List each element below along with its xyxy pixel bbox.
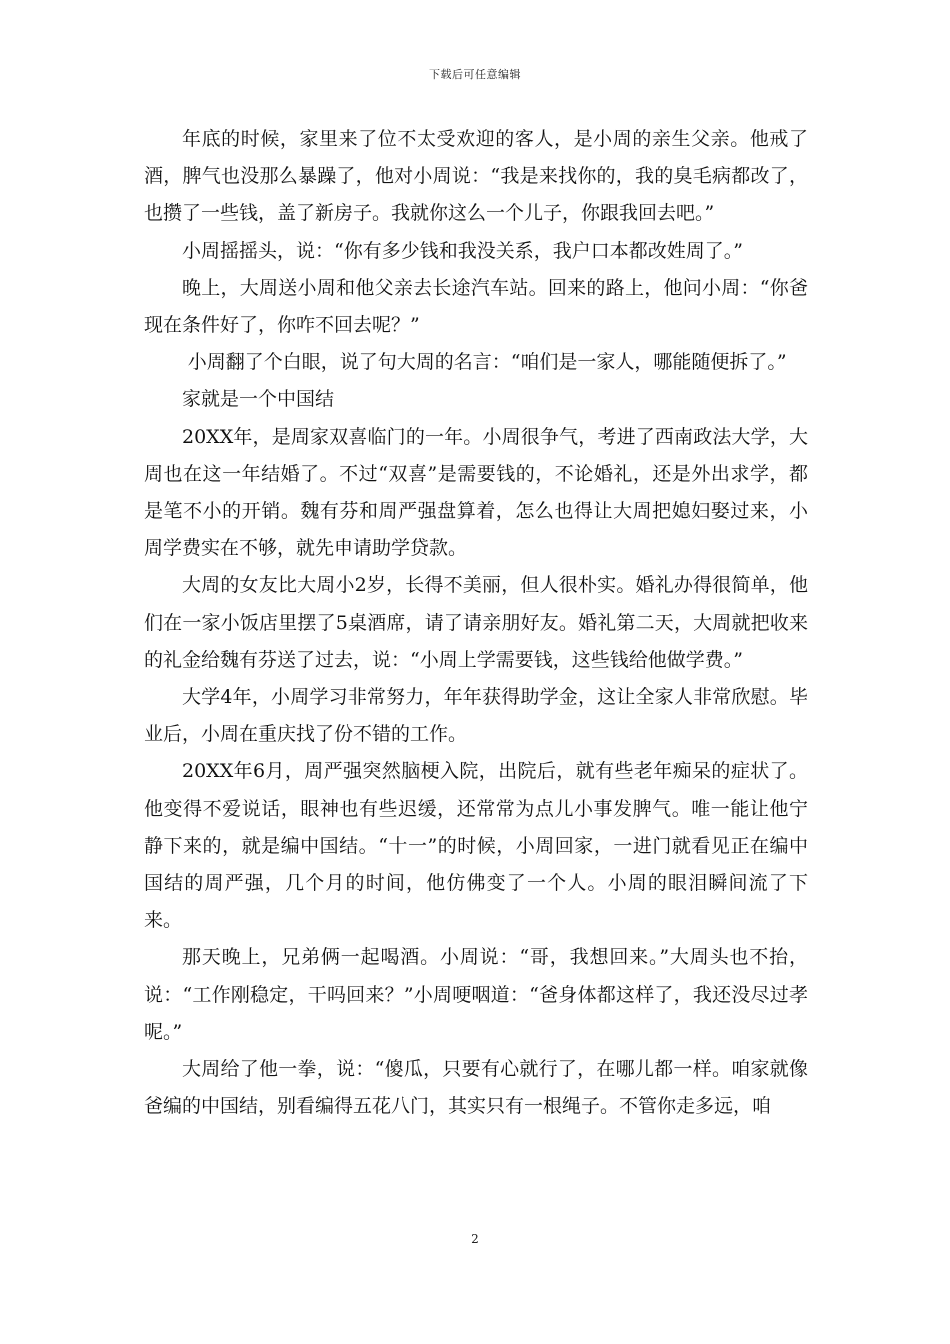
- paragraph: 20XX年6月，周严强突然脑梗入院，出院后，就有些老年痴呆的症状了。他变得不爱说话，眼神也有些迟缓，还常常为点儿小事发脾气。唯一能让他宁静下来的，就是编中国结。“十一”的时候，小周回家，一进门就看见正在编中国结的周严强，几个月的时间，他仿佛变了一个人。小周的眼泪瞬间流了下来。: [144, 760, 808, 932]
- paragraph: 20XX年，是周家双喜临门的一年。小周很争气，考进了西南政法大学，大周也在这一年结婚了。不过“双喜”是需要钱的，不论婚礼，还是外出求学，都是笔不小的开销。魏有芬和周严强盘算着，怎么也得让大周把媳妇娶过来，小周学费实在不够，就先申请助学贷款。: [144, 425, 808, 560]
- paragraph: 年底的时候，家里来了位不太受欢迎的客人，是小周的亲生父亲。他戒了酒，脾气也没那么暴躁了，他对小周说：“我是来找你的，我的臭毛病都改了，也攒了一些钱，盖了新房子。我就你这么一个儿子，你跟我回去吧。”: [144, 128, 808, 225]
- paragraph: 大周给了他一拳，说：“傻瓜，只要有心就行了，在哪儿都一样。咱家就像爸编的中国结，别看编得五花八门，其实只有一根绳子。不管你走多远，咱: [144, 1058, 808, 1118]
- paragraph: 小周翻了个白眼，说了句大周的名言：“咱们是一家人，哪能随便拆了。”: [187, 351, 787, 374]
- paragraph: 大周的女友比大周小2岁，长得不美丽，但人很朴实。婚礼办得很简单，他们在一家小饭店里摆了5桌酒席，请了请亲朋好友。婚礼第二天，大周就把收来的礼金给魏有芬送了过去，说：“小周上学需要钱，这些钱给他做学费。”: [144, 574, 808, 671]
- page-number: 2: [471, 1232, 479, 1246]
- paragraph: 那天晚上，兄弟俩一起喝酒。小周说：“哥，我想回来。”大周头也不抬，说：“工作刚稳定，干吗回来？”小周哽咽道：“爸身体都这样了，我还没尽过孝呢。”: [144, 946, 808, 1043]
- page-header: 下载后可任意编辑: [429, 68, 521, 81]
- paragraph: 大学4年，小周学习非常努力，年年获得助学金，这让全家人非常欣慰。毕业后，小周在重庆找了份不错的工作。: [144, 686, 808, 746]
- paragraph: 晚上，大周送小周和他父亲去长途汽车站。回来的路上，他问小周：“你爸现在条件好了，你咋不回去呢？”: [144, 276, 808, 337]
- paragraph: 小周摇摇头，说：“你有多少钱和我没关系，我户口本都改姓周了。”: [182, 239, 743, 262]
- body-text: [144, 121, 808, 1125]
- section-heading: 家就是一个中国结: [182, 388, 335, 411]
